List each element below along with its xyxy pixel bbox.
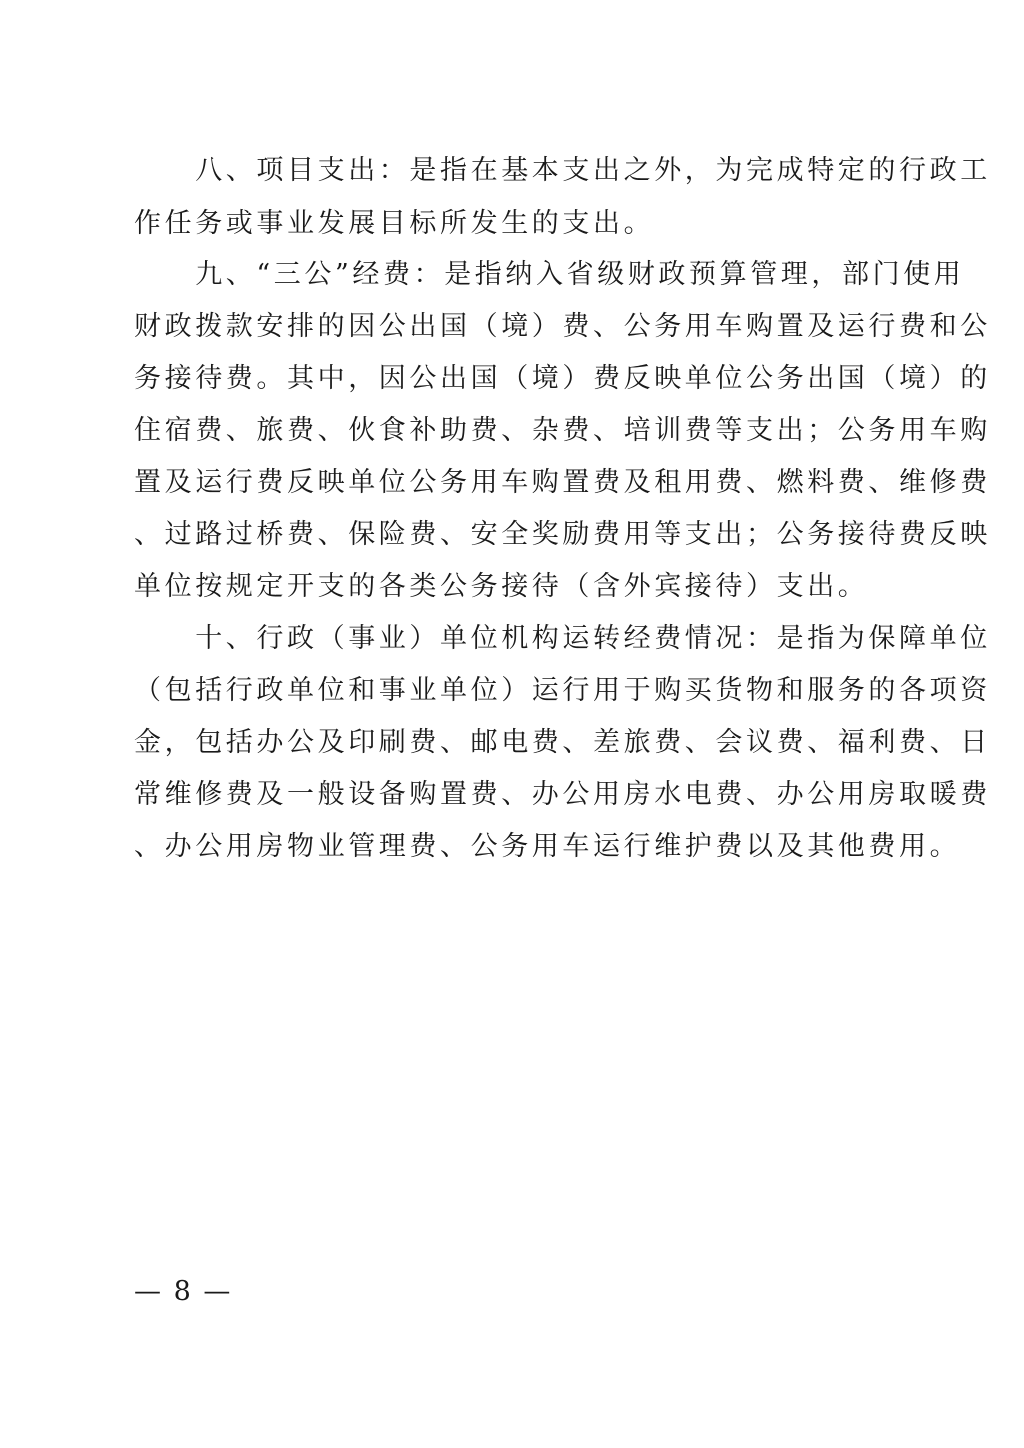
paragraph-line: 务接待费。其中，因公出国（境）费反映单位公务出国（境）的	[134, 363, 991, 394]
paragraph-line: 作任务或事业发展目标所发生的支出。	[134, 208, 655, 239]
paragraph-line: 、办公用房物业管理费、公务用车运行维护费以及其他费用。	[134, 831, 961, 862]
paragraph-line: （包括行政单位和事业单位）运行用于购买货物和服务的各项资	[134, 675, 991, 706]
page-number: — 8 —	[134, 1276, 233, 1307]
paragraph-line: 十、行政（事业）单位机构运转经费情况：是指为保障单位	[134, 623, 991, 654]
paragraph-line: 、过路过桥费、保险费、安全奖励费用等支出；公务接待费反映	[134, 519, 991, 550]
paragraph-line: 财政拨款安排的因公出国（境）费、公务用车购置及运行费和公	[134, 311, 991, 342]
paragraph-line: 住宿费、旅费、伙食补助费、杂费、培训费等支出；公务用车购	[134, 415, 991, 446]
paragraph-line: 金，包括办公及印刷费、邮电费、差旅费、会议费、福利费、日	[134, 727, 991, 758]
paragraph-line: 八、项目支出：是指在基本支出之外，为完成特定的行政工	[134, 155, 991, 186]
paragraph-line: 九、“三公”经费：是指纳入省级财政预算管理，部门使用	[134, 259, 965, 290]
paragraph-line: 单位按规定开支的各类公务接待（含外宾接待）支出。	[134, 571, 869, 602]
paragraph-line: 常维修费及一般设备购置费、办公用房水电费、办公用房取暖费	[134, 779, 991, 810]
paragraph-line: 置及运行费反映单位公务用车购置费及租用费、燃料费、维修费	[134, 467, 991, 498]
